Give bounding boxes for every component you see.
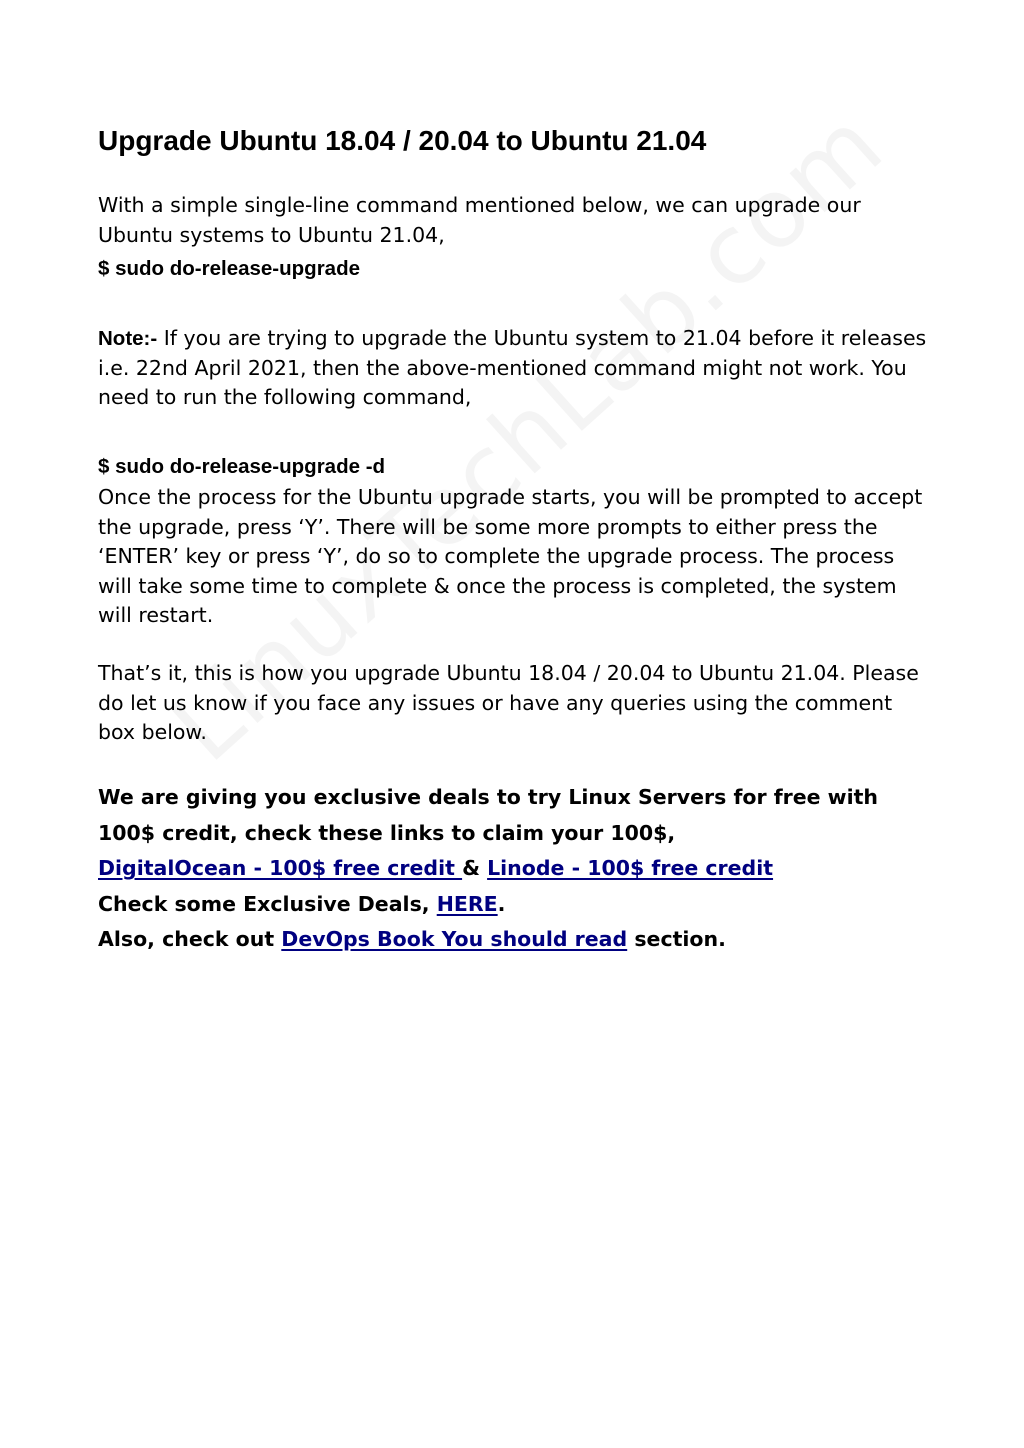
ampersand: &: [462, 856, 488, 880]
digitalocean-link[interactable]: DigitalOcean - 100$ free credit: [98, 856, 463, 880]
linode-link[interactable]: Linode - 100$ free credit: [487, 856, 774, 880]
exclusive-deals-text: Check some Exclusive Deals,: [98, 891, 437, 916]
upgrade-command: $ sudo do-release-upgrade: [98, 257, 361, 280]
exclusive-deals-line: [98, 887, 928, 923]
devops-suffix: section.: [627, 927, 726, 951]
conclusion-paragraph: That’s it, this is how you upgrade Ubuntu 18.04 / 20.04 to Ubuntu 21.04. Please do let us know if you face any issues or have any queries using the comment box below.: [98, 661, 919, 744]
note-paragraph: [98, 324, 928, 413]
page-title: Upgrade Ubuntu 18.04 / 20.04 to Ubuntu 21.04: [98, 125, 707, 156]
devops-prefix: Also, check out: [98, 927, 282, 951]
note-label: Note:-: [98, 327, 158, 350]
deals-section: [98, 780, 928, 958]
devops-book-link[interactable]: DevOps Book You should read: [281, 927, 628, 951]
deals-line-1: We are giving you exclusive deals to try Linux Servers for free with: [98, 785, 879, 809]
deals-links-line: [98, 851, 928, 887]
here-link[interactable]: HERE: [436, 891, 498, 916]
devops-line: [98, 922, 928, 958]
note-text: If you are trying to upgrade the Ubuntu system to 21.04 before it releases i.e. 22nd April 2021, then the above-mentioned command might not work. You need to run the following command,: [98, 326, 927, 409]
dev-upgrade-command: $ sudo do-release-upgrade -d: [98, 455, 386, 478]
process-paragraph: Once the process for the Ubuntu upgrade starts, you will be prompted to accept the upgrade, press ‘Y’. There will be some more prompts to either press the ‘ENTER’ key or press ‘Y’, do so to complete the upgrade process. The process will take some time to complete & once the process is completed, the system will restart.: [98, 485, 923, 627]
exclusive-deals-period: .: [497, 891, 506, 916]
intro-paragraph: With a simple single-line command mentioned below, we can upgrade our Ubuntu systems to Ubuntu 21.04,: [98, 193, 861, 247]
deals-line-2: 100$ credit, check these links to claim your 100$,: [98, 820, 676, 845]
